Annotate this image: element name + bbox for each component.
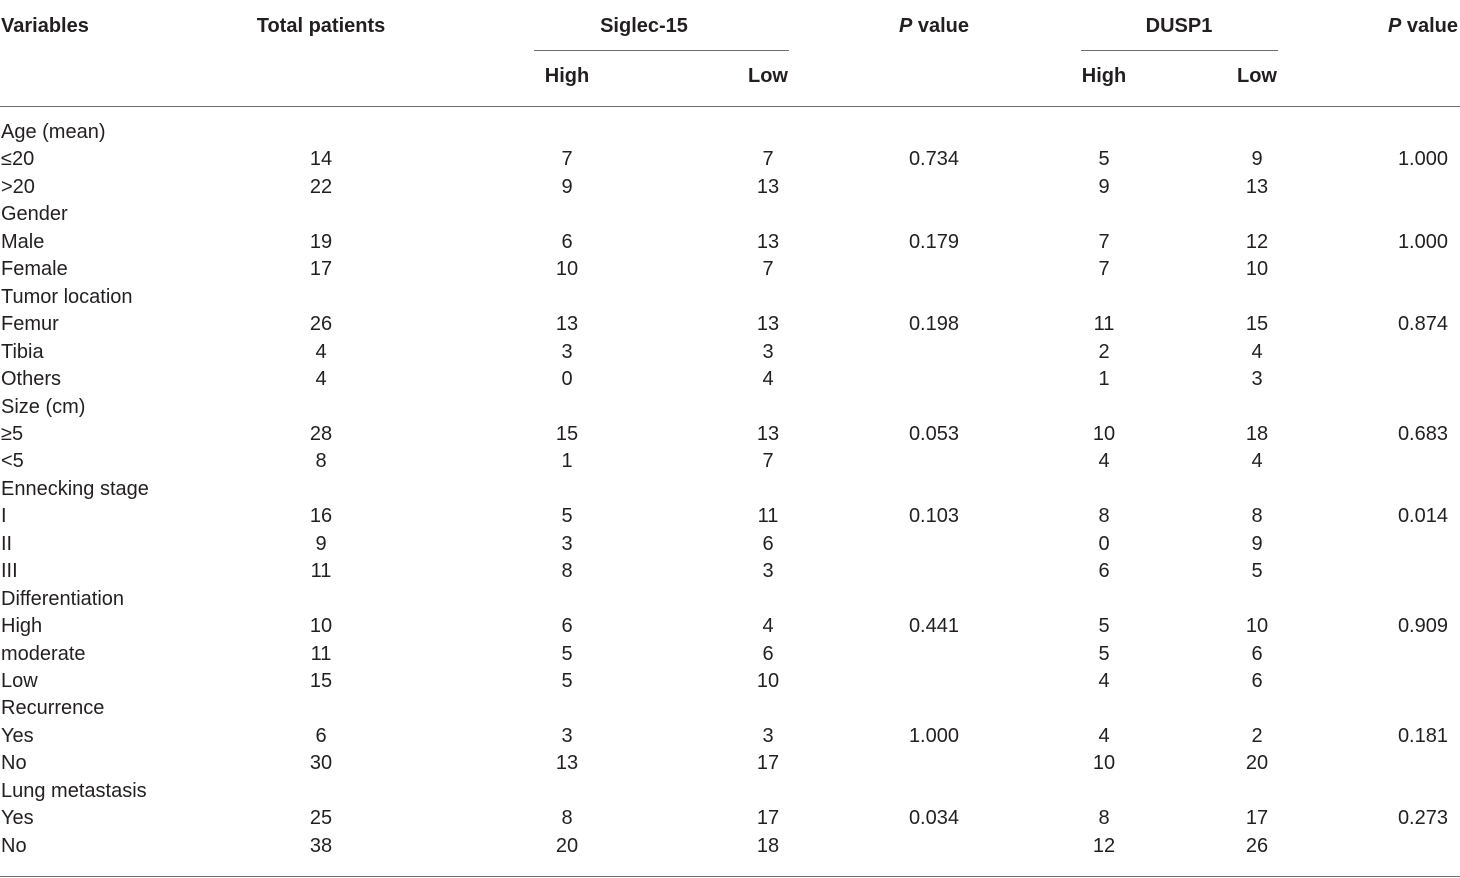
table-bottom-rule [0, 876, 1460, 877]
cell-s-low: 13 [756, 231, 780, 253]
row-label: Femur [1, 313, 59, 335]
cell-d-low: 4 [1251, 450, 1263, 472]
header-p-value-1: P value [898, 15, 969, 37]
cell-p2: 0.683 [1397, 423, 1448, 445]
cell-total: 6 [315, 725, 327, 747]
row-label: No [1, 835, 27, 857]
cell-total: 25 [309, 807, 333, 829]
header-total-patients: Total patients [256, 15, 386, 37]
cell-s-low: 3 [762, 560, 774, 582]
cell-total: 11 [310, 643, 332, 665]
cell-s-high: 5 [561, 670, 573, 692]
row-label: Yes [1, 725, 34, 747]
cell-d-high: 7 [1098, 258, 1110, 280]
cell-d-low: 4 [1251, 341, 1263, 363]
cell-s-high: 10 [555, 258, 579, 280]
header-siglec-high: High [544, 65, 590, 87]
row-label: Female [1, 258, 68, 280]
cell-s-low: 11 [757, 505, 779, 527]
cell-p1: 0.441 [908, 615, 959, 637]
header-dusp-high: High [1081, 65, 1127, 87]
cell-s-low: 3 [762, 725, 774, 747]
cell-p2: 0.014 [1397, 505, 1448, 527]
cell-s-high: 3 [561, 725, 573, 747]
category-label: Age (mean) [1, 121, 106, 143]
siglec-group-rule [534, 50, 789, 51]
cell-d-high: 2 [1098, 341, 1110, 363]
cell-d-low: 17 [1245, 807, 1269, 829]
cell-d-high: 11 [1093, 313, 1115, 335]
cell-d-high: 5 [1098, 643, 1110, 665]
cell-s-high: 8 [561, 560, 573, 582]
cell-d-low: 2 [1251, 725, 1263, 747]
cell-d-high: 9 [1098, 176, 1110, 198]
cell-s-high: 3 [561, 341, 573, 363]
category-label: Differentiation [1, 588, 125, 610]
cell-total: 30 [309, 752, 333, 774]
cell-d-low: 10 [1245, 258, 1269, 280]
cell-d-high: 4 [1098, 450, 1110, 472]
row-label: moderate [1, 643, 86, 665]
cell-total: 16 [309, 505, 333, 527]
cell-s-low: 7 [762, 450, 774, 472]
cell-p1: 0.034 [908, 807, 959, 829]
cell-p1: 0.053 [908, 423, 959, 445]
cell-s-high: 13 [555, 752, 579, 774]
cell-d-low: 15 [1245, 313, 1269, 335]
cell-p1: 0.103 [908, 505, 959, 527]
cell-d-high: 8 [1098, 807, 1110, 829]
cell-total: 28 [309, 423, 333, 445]
cell-d-high: 10 [1092, 752, 1116, 774]
cell-s-high: 13 [555, 313, 579, 335]
cell-total: 17 [309, 258, 333, 280]
header-siglec-low: Low [748, 65, 788, 87]
cell-total: 9 [315, 533, 327, 555]
cell-s-high: 15 [555, 423, 579, 445]
cell-d-high: 1 [1098, 368, 1110, 390]
cell-d-low: 6 [1251, 643, 1263, 665]
header-siglec15: Siglec-15 [600, 15, 688, 37]
category-label: Tumor location [1, 286, 133, 308]
category-label: Lung metastasis [1, 780, 147, 802]
cell-s-low: 7 [762, 258, 774, 280]
cell-d-high: 4 [1098, 725, 1110, 747]
cell-p1: 1.000 [908, 725, 959, 747]
cell-total: 11 [310, 560, 332, 582]
cell-s-low: 13 [756, 423, 780, 445]
cell-p2: 0.909 [1397, 615, 1448, 637]
row-label: Low [1, 670, 38, 692]
row-label: ≤20 [1, 148, 35, 170]
cell-s-high: 8 [561, 807, 573, 829]
header-p-value-2: P value [1387, 15, 1458, 37]
cell-p2: 1.000 [1397, 148, 1448, 170]
dusp-group-rule [1081, 50, 1278, 51]
cell-s-high: 1 [561, 450, 573, 472]
header-dusp-low: Low [1237, 65, 1277, 87]
category-label: Recurrence [1, 697, 105, 719]
cell-s-low: 17 [756, 752, 780, 774]
cell-total: 8 [315, 450, 327, 472]
row-label: Tibia [1, 341, 44, 363]
cell-p2: 0.874 [1397, 313, 1448, 335]
cell-d-high: 8 [1098, 505, 1110, 527]
row-label: I [1, 505, 7, 527]
cell-d-low: 9 [1251, 533, 1263, 555]
row-label: II [1, 533, 13, 555]
cell-d-high: 6 [1098, 560, 1110, 582]
row-label: High [1, 615, 43, 637]
cell-d-low: 20 [1245, 752, 1269, 774]
cell-d-high: 5 [1098, 615, 1110, 637]
row-label: >20 [1, 176, 35, 198]
cell-s-low: 4 [762, 368, 774, 390]
cell-total: 4 [315, 341, 327, 363]
cell-d-low: 13 [1245, 176, 1269, 198]
cell-s-low: 4 [762, 615, 774, 637]
cell-total: 14 [309, 148, 333, 170]
row-label: Yes [1, 807, 34, 829]
cell-d-low: 5 [1251, 560, 1263, 582]
header-variables: Variables [1, 15, 89, 37]
cell-p2: 0.181 [1397, 725, 1448, 747]
cell-d-low: 18 [1245, 423, 1269, 445]
cell-s-high: 5 [561, 643, 573, 665]
cell-s-low: 18 [756, 835, 780, 857]
cell-s-low: 6 [762, 533, 774, 555]
cell-total: 26 [309, 313, 333, 335]
cell-d-low: 26 [1245, 835, 1269, 857]
cell-s-low: 7 [762, 148, 774, 170]
cell-s-low: 13 [756, 176, 780, 198]
cell-total: 19 [309, 231, 333, 253]
category-label: Size (cm) [1, 396, 86, 418]
row-label: ≥5 [1, 423, 24, 445]
cell-d-high: 5 [1098, 148, 1110, 170]
category-label: Ennecking stage [1, 478, 149, 500]
cell-p1: 0.734 [908, 148, 959, 170]
cell-d-high: 12 [1092, 835, 1116, 857]
row-label: Others [1, 368, 62, 390]
cell-p2: 0.273 [1397, 807, 1448, 829]
cell-d-low: 9 [1251, 148, 1263, 170]
cell-total: 22 [309, 176, 333, 198]
cell-d-low: 10 [1245, 615, 1269, 637]
row-label: <5 [1, 450, 24, 472]
cell-d-high: 7 [1098, 231, 1110, 253]
cell-s-low: 6 [762, 643, 774, 665]
cell-s-low: 3 [762, 341, 774, 363]
row-label: III [1, 560, 18, 582]
cell-d-low: 8 [1251, 505, 1263, 527]
cell-s-high: 7 [561, 148, 573, 170]
cell-total: 15 [309, 670, 333, 692]
cell-s-high: 6 [561, 615, 573, 637]
cell-s-high: 6 [561, 231, 573, 253]
cell-total: 38 [309, 835, 333, 857]
cell-d-low: 6 [1251, 670, 1263, 692]
cell-p2: 1.000 [1397, 231, 1448, 253]
header-bottom-rule [0, 106, 1460, 107]
cell-s-high: 20 [555, 835, 579, 857]
cell-s-high: 3 [561, 533, 573, 555]
cell-d-high: 4 [1098, 670, 1110, 692]
cell-total: 4 [315, 368, 327, 390]
category-label: Gender [1, 203, 68, 225]
cell-total: 10 [309, 615, 333, 637]
cell-d-low: 3 [1251, 368, 1263, 390]
cell-p1: 0.198 [908, 313, 959, 335]
cell-s-high: 0 [561, 368, 573, 390]
cell-s-low: 13 [756, 313, 780, 335]
header-dusp1: DUSP1 [1145, 15, 1213, 37]
cell-d-high: 10 [1092, 423, 1116, 445]
row-label: Male [1, 231, 45, 253]
cell-d-high: 0 [1098, 533, 1110, 555]
cell-s-high: 5 [561, 505, 573, 527]
cell-s-low: 17 [756, 807, 780, 829]
cell-d-low: 12 [1245, 231, 1269, 253]
cell-p1: 0.179 [908, 231, 959, 253]
row-label: No [1, 752, 27, 774]
cell-s-low: 10 [756, 670, 780, 692]
cell-s-high: 9 [561, 176, 573, 198]
